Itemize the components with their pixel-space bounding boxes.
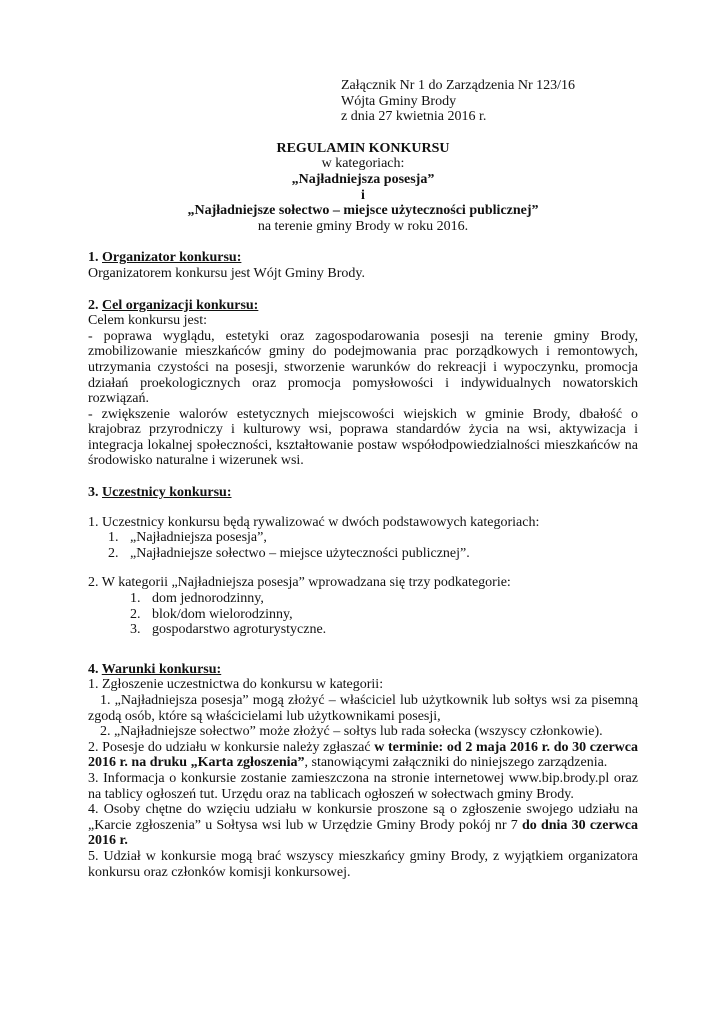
category-1-title: „Najładniejsza posesja”	[291, 171, 435, 187]
attachment-line-1: Załącznik Nr 1 do Zarządzenia Nr 123/16	[341, 78, 576, 93]
list-text: gospodarstwo agroturystyczne.	[152, 622, 327, 638]
list-number: 2.	[130, 606, 141, 622]
list-text: „Najładniejsze sołectwo – miejsce użyteczności publicznej”.	[130, 545, 470, 561]
conditions-paragraph-4	[88, 802, 638, 849]
goal-intro: Celem konkursu jest:	[88, 313, 207, 329]
conditions-paragraph-5: 5. Udział w konkursie mogą brać wszyscy mieszkańcy gminy Brody, z wyjątkiem organizatora konkursu oraz członków komisji konkursowej.	[88, 848, 638, 880]
section-conditions	[88, 662, 638, 880]
list-text: „Najładniejsza posesja”,	[130, 530, 267, 546]
section-number: 2.	[88, 297, 99, 313]
section-title: Warunki konkursu:	[101, 661, 222, 677]
section-goal	[88, 298, 638, 470]
section-heading	[88, 662, 638, 678]
title-block	[88, 141, 638, 235]
participants-paragraph-1: 1. Uczestnicy konkursu będą rywalizować w dwóch podstawowych kategoriach:	[88, 514, 540, 530]
attachment-header	[341, 78, 641, 125]
section-number: 3.	[88, 485, 99, 501]
conditions-paragraph-1b: 2. „Najładniejsze sołectwo” może złożyć – sołtys lub rada sołecka (wszyscy członkowie).	[100, 724, 603, 740]
category-2-title: „Najładniejsze sołectwo – miejsce użyteczności publicznej”	[187, 203, 539, 219]
organizer-text: Organizatorem konkursu jest Wójt Gminy Brody.	[88, 265, 365, 281]
spacer	[88, 561, 638, 575]
section-participants	[88, 485, 638, 638]
conditions-paragraph-1: 1. Zgłoszenie uczestnictwa do konkursu w kategorii:	[88, 677, 384, 693]
list-item	[88, 607, 638, 623]
list-item	[88, 530, 638, 546]
section-heading	[88, 250, 638, 266]
conditions-paragraph-2	[88, 740, 638, 771]
section-number: 4.	[88, 661, 99, 677]
list-item	[88, 591, 638, 607]
list-number: 3.	[130, 622, 141, 638]
list-text: dom jednorodzinny,	[152, 591, 264, 607]
section-title: Uczestnicy konkursu:	[102, 485, 232, 501]
attachment-line-3: z dnia 27 kwietnia 2016 r.	[341, 109, 487, 125]
title-conjunction: i	[361, 187, 365, 203]
deadline-text: w terminie: od 2 maja 2016 r. do 30 czerwca 2016 r. na druku „Karta zgłoszenia”	[88, 739, 638, 771]
list-item	[88, 546, 638, 562]
title-location: na terenie gminy Brody w roku 2016.	[257, 218, 469, 234]
deadline-text: do dnia 30 czerwca 2016 r.	[88, 817, 638, 849]
list-number: 1.	[130, 591, 141, 607]
conditions-paragraph-1a: 1. „Najładniejsza posesja” mogą złożyć – właściciel lub użytkownik lub sołtys wsi za pisemną zgodą osób, które są właścicielami lub użytkownikami posesji,	[88, 693, 638, 724]
section-number: 1.	[88, 250, 99, 266]
conditions-paragraph-3: 3. Informacja o konkursie zostanie zamieszczona na stronie internetowej www.bip.brody.pl oraz na tablicy ogłoszeń tut. Urzędu oraz na tablicach ogłoszeń w sołectwach gminy Brody.	[88, 770, 638, 802]
text-part: , stanowiącymi załączniki do niniejszego zarządzenia.	[304, 755, 608, 771]
text-part: 2. Posesje do udziału w konkursie należy zgłaszać	[88, 739, 375, 755]
section-organizer	[88, 250, 638, 281]
document-page	[88, 78, 638, 880]
section-title: Organizator konkursu:	[102, 250, 242, 266]
section-heading	[88, 485, 638, 501]
attachment-line-2: Wójta Gminy Brody	[341, 93, 457, 109]
list-number: 1.	[108, 530, 119, 546]
title-subtitle: w kategoriach:	[321, 156, 405, 172]
list-text: blok/dom wielorodzinny,	[152, 606, 293, 622]
section-heading	[88, 298, 638, 314]
list-item	[88, 622, 638, 638]
goal-paragraph-2: - zwiększenie walorów estetycznych miejscowości wiejskich w gminie Brody, dbałość o krajobraz przyrodniczy i kulturowy wsi, poprawa standardów życia na wsi, aktywizacja i integracja lokalnej społeczności, kształtowanie postaw współodpowiedzialności mieszkańców na środowisko naturalne i wizerunek wsi.	[88, 406, 638, 469]
spacer	[88, 501, 638, 515]
goal-paragraph-1: - poprawa wyglądu, estetyki oraz zagospodarowania posesji na terenie gminy Brody, zmobilizowanie mieszkańców gminy do podejmowania prac porządkowych i remontowych, utrzymania czystości na posesji, stworzenie warunków do rekreacji i wypoczynku, promocja działań proekologicznych oraz promocja pomysłowości i indywidualnych nowatorskich rozwiązań.	[88, 328, 638, 407]
section-title: Cel organizacji konkursu:	[102, 297, 259, 313]
participants-paragraph-2: 2. W kategorii „Najładniejsza posesja” wprowadzana się trzy podkategorie:	[88, 575, 511, 591]
list-number: 2.	[108, 545, 119, 561]
text-part: 4. Osoby chętne do wzięciu udziału w konkursie proszone są o zgłoszenie swojego udziału na „Karcie zgłoszenia” u Sołtysa wsi lub w Urzędzie Gminy Brody pokój nr 7	[88, 802, 638, 833]
document-title: REGULAMIN KONKURSU	[276, 140, 450, 156]
